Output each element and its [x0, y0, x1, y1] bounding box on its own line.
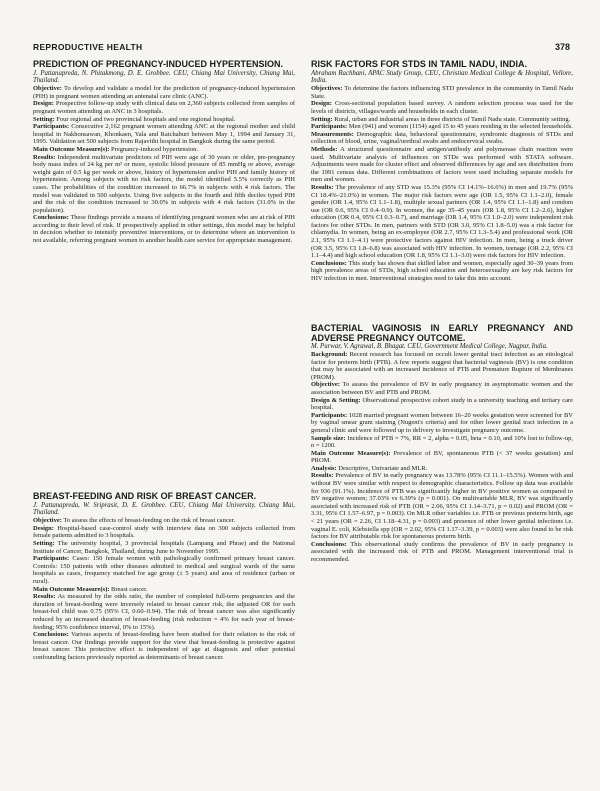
abstract-section: [311, 465, 573, 473]
section-text: The prevalence of any STD was 15.3% (95% CI 14.1%–16.6%) in men and 19.7% (95% CI 18.4%–21.0%) in women. The major risk factors were age (OR 1.5, 95% CI 1.1–2.0), female gender (OR 1.4, 95% CI 1.1–1.8), multiple sexual partners (OR 1.4, 95% CI 1.1–1.8) and condom use (OR 0.6, 95% CI 0.4–0.9). In women, the age 35–45 years (OR 1.8, 95% CI 1.2–2.6), higher education (OR 0.4, 95% CI 0.3–0.7), and marriage (OR 1.4, 95% CI 1.0–2.0) were independent risk factors for other STDs. In men, partners with STD (OR 3.0, 95% CI 1.8–5.0) was a risk factor for chlamydia. In women, being an ex-employee (OR 2.7, 95% CI 1.3–5.4) and professional work (OR 2.1, 95% CI 1.1–4.1) were protective factors against HIV infection. In men, being a truck driver (OR 3.5, 95% CI 1.8–6.8) was associated with HIV infection. In women, teenage (OR 2.2, 95% CI 1.1–4.4) and high school education (OR 1.8, 95% CI 1.1–3.0) were risk factors for HIV infection.: [311, 183, 573, 260]
section-text: Cases: 150 female women with pathologically confirmed primary breast cancer. Controls: 150 patients with other diseases admitted to medical and surgical wards of the same hospitals as cases, frequency matched for age group (± 5 years) and area of residence (urban or rural).: [33, 555, 295, 585]
section-label: Participants:: [33, 555, 70, 563]
section-label: Participants:: [33, 123, 70, 131]
abstract-section: [33, 586, 295, 594]
abstract-title: RISK FACTORS FOR STDS IN TAMIL NADU, INDIA.: [311, 60, 528, 69]
abstract-section: [33, 631, 295, 661]
abstract-section: [311, 412, 573, 435]
section-label: Conclusions:: [33, 214, 69, 222]
section-text: Observational prospective cohort study in a university teaching and tertiary care hospital.: [311, 396, 573, 412]
section-text: As measured by the odds ratio, the number of completed full-term pregnancies and the duration of breast-feeding were inversely related to breast cancer risk, the adjusted OR for each breast-fed child was 0.75 (95% CI, 0.60–0.94). The risk of breast cancer was also significantly reduced by an increased duration of breast-feeding (risk reduction = 4% for each year of breast-feeding; 95% confidence interval, 0% to 15%).: [33, 593, 295, 631]
section-label: Main Outcome Measure(s):: [33, 585, 110, 593]
abstract-section: [311, 472, 573, 540]
abstract-bacterial-vaginosis: [311, 324, 573, 736]
section-text: The university hospital, 3 provincial hospitals (Lampang and Phrae) and the National Institute of Cancer, Bangkok, Thailand, during June to November 1995.: [33, 539, 295, 555]
abstract-section: [311, 381, 573, 396]
section-text: To determine the factors influencing STD prevalence in the community in Tamil Nadu State.: [311, 85, 573, 100]
abstract-authors: Abraham Rachbani, APAC Study Group, CEU, Christian Medical College & Hospital, Vellore, India.: [311, 69, 573, 85]
section-label: Results:: [311, 472, 334, 480]
abstract-authors: J. Pattanapreda, W. Sriprasit, D. E. Grobbee. CEU, Chiang Mai University, Chiang Mai, Thailand.: [33, 501, 295, 517]
section-label: Objective:: [33, 517, 62, 525]
section-label: Results:: [33, 153, 56, 161]
abstract-section: [33, 123, 295, 146]
abstract-std: [311, 60, 573, 302]
abstract-section: [311, 131, 573, 146]
abstract-section: [33, 146, 295, 154]
abstract-title: BREAST-FEEDING AND RISK OF BREAST CANCER.: [33, 492, 257, 501]
abstract-section: [33, 154, 295, 215]
abstract-section: [311, 450, 573, 465]
section-label: Objective:: [33, 85, 62, 93]
section-text: Recent research has focused on occult lower genital tract infection as an etiological factor for preterm birth (PTB). A few reports suggest that bacterial vaginosis (BV) is one condition that may be associated with an increased incidence of PTB and Premature Rupture of Membranes (PROM).: [311, 350, 573, 381]
section-text: This observational study confirms the prevalence of BV in early pregnancy is associated with the increased risk of PTB and PROM. Management interventional trial is recommended.: [311, 540, 573, 564]
section-text: 1028 married pregnant women between 16–20 weeks gestation were screened for BV by vaginal smear gram staining (Nugent's criteria) and for other lower genital tract infection in a general clinic and were followed up to delivery to investigate pregnancy outcome.: [311, 411, 573, 434]
section-text: Independent multivariate predictors of PIH were age of 30 years or older, pre-pregnancy body mass index of 24 kg per m² or more, systolic blood pressure of 85 mmHg or above, average weight gain of 0.5 kg per week or above, history of hypertension and/or PIH and family history of hypertension. Among subjects with no risk factors, the model identified 5.5% correctly as PIH cases. The probabilities of the condition increased to 66.7% in subjects with 4 risk factors. The model was validated in 500 subjects. Using five subjects in the fourth and fifth deciles typed PIH and the risk of the condition increased to 30.0% in subjects with 4 risk factors (31.0% in the population).: [33, 153, 295, 214]
section-text: Cross-sectional population based survey. A random selection process was used for the levels of districts, villages/wards and households in each cluster.: [311, 100, 573, 115]
abstract-title: BACTERIAL VAGINOSIS IN EARLY PREGNANCY AND ADVERSE PREGNANCY OUTCOME.: [311, 324, 573, 343]
abstract-title: PREDICTION OF PREGNANCY-INDUCED HYPERTENSION.: [33, 60, 284, 69]
section-label: Background:: [311, 350, 348, 358]
section-label: Methods:: [311, 145, 338, 153]
abstract-section: [311, 435, 573, 450]
section-label: Design & Setting:: [311, 396, 361, 404]
section-label: Design:: [33, 524, 54, 532]
section-text: To develop and validate a model for the prediction of pregnancy-induced hypertension (PIH) in pregnant women attending an antenatal care clinic (ANC).: [33, 85, 295, 100]
section-text: Pregnancy-induced hypertension.: [111, 145, 199, 153]
abstract-section: [311, 260, 573, 283]
section-text: Various aspects of breast-feeding have been studied for their relation to the risk of breast cancer. Our findings provide support for the view that breast-feeding is protective against breast cancer. This protective effect is independent of age at diagnosis and other potential confounding factors previously reported as determinants of breast cancer.: [33, 631, 295, 661]
abstract-section: [311, 116, 573, 124]
abstract-section: [33, 517, 295, 525]
section-text: Men (941) and women (1154) aged 15 to 45 years residing in the selected households.: [348, 123, 573, 131]
left-column: [33, 60, 295, 707]
section-text: Prevalence of BV, spontaneous PTB (< 37 weeks gestation) and PROM.: [311, 449, 573, 465]
abstract-section: [33, 116, 295, 124]
section-label: Results:: [311, 183, 334, 191]
abstract-section: [311, 123, 573, 131]
abstract-authors: J. Pattanapreda, N. Phitakmong, D. E. Grobbee. CEU, Chiang Mai University, Chiang Mai, Thailand.: [33, 69, 295, 85]
journal-section-title: REPRODUCTIVE HEALTH: [33, 42, 143, 52]
section-label: Setting:: [33, 115, 55, 123]
section-text: To assess the effects of breast-feeding on the risk of breast cancer.: [63, 517, 236, 525]
section-label: Main Outcome Measure(s):: [311, 449, 391, 457]
section-text: Prospective follow-up study with clinical data on 2,360 subjects collected from samples of pregnant women attending an ANC in 3 hospitals.: [33, 100, 295, 115]
section-text: To assess the prevalence of BV in early pregnancy in asymptomatic women and the association between BV and PTB and PROM.: [311, 381, 573, 396]
section-text: Demographic data, behavioral questionnaire, syndromic diagnosis of STDs and collection of blood, urine, vaginal/urethral swabs and endocervical swabs.: [311, 130, 573, 146]
section-label: Results:: [33, 593, 56, 601]
abstract-section: [311, 351, 573, 381]
abstract-section: [33, 85, 295, 100]
abstract-section: [311, 100, 573, 115]
section-text: Incidence of PTB = 7%, RR = 2, alpha = 0.05, beta = 0.10, and 10% lost to follow-up, n = 1200.: [311, 434, 573, 450]
section-text: This study has shown that skilled labor and women, especially aged 30–39 years from high prevalence areas of STDs, high school education and heterosexuality are key risk factors for HIV infection in men. Interventional strategies need to take this into account.: [311, 259, 573, 283]
section-label: Sample size:: [311, 434, 346, 442]
section-label: Setting:: [33, 539, 55, 547]
abstract-section: [311, 397, 573, 412]
section-text: Prevalence of BV in early pregnancy was 13.78% (95% CI 11.1–15.5%). Women with and without BV were similar with respect to demographic characteristics. Follow up data was available for 936 (91.1%). Incidence of PTB was significantly higher in BV positive women as compared to BV negative women; 37.03% vs 6.39% (p = 0.001). On multivariable MLR, BV was significantly associated with increased risk of PTB (OR = 2.06, 95% CI 1.14–3.71, p = 0.02) and PROM (OR = 3.31, 95% CI 1.57–6.97, p = 0.003). On MLR other variables i.e. PTB or previous preterm birth, age < 21 years (OR = 2.26, CI 1.18–4.31, p = 0.003) and presence of other lower genital infections i.e. vaginal E. coli, Klebsiella spp (OR = 2.02, 95% CI 1.17–3.39, p = 0.003) were also found to be risk factors for BV attributable risk for spontaneous preterm birth.: [311, 472, 573, 541]
section-text: Breast cancer.: [111, 585, 148, 593]
section-text: Consecutive 2,162 pregnant women attending ANC at the regional mother and child hospital in Nakhonsawan, Khonkaen, Yala and Ratchaburi between May 1, 1994 and January 31, 1995. Validation set 500 subjects from Rajavithi hospital in Bangkok during the same period.: [33, 123, 295, 146]
right-column: [311, 60, 573, 736]
section-label: Main Outcome Measure(s):: [33, 145, 110, 153]
section-text: Descriptive, Univariate and MLR.: [338, 464, 428, 472]
section-label: Conclusions:: [311, 259, 347, 267]
abstract-section: [33, 540, 295, 555]
abstract-section: [311, 541, 573, 564]
section-text: Rural, urban and industrial areas in three districts of Tamil Nadu state. Community setting.: [334, 115, 571, 123]
abstract-section: [33, 100, 295, 115]
section-text: A structured questionnaire and antigen/antibody and polymerase chain reaction were used. Multivariate analysis of influences on STDs was performed with STATA software. Adjustments were made for cluster effect and observed differences by age and sex distribution from the 1991 census data. Different combinations of factors were used including separate models for men and women.: [311, 145, 573, 184]
section-label: Design:: [311, 100, 332, 108]
abstract-pih: [33, 60, 295, 308]
page-number: 378: [554, 42, 570, 52]
abstract-section: [33, 525, 295, 540]
section-text: Hospital-based case-control study with interview data on 300 subjects collected from female patients admitted to 3 hospitals.: [33, 524, 295, 540]
abstract-section: [311, 184, 573, 260]
section-text: These findings provide a means of identifying pregnant women who are at risk of PIH according to their level of risk. If prospectively applied in other settings, this model may be helpful in decision whether to intensify preventive interventions, or to determine where an intervention is not available, referring pregnant women to another health care service for appropriate management.: [33, 214, 295, 245]
section-label: Analysis:: [311, 464, 337, 472]
abstract-section: [33, 214, 295, 244]
section-label: Conclusions:: [311, 540, 347, 548]
section-label: Participants:: [311, 123, 348, 131]
section-text: Four regional and two provincial hospitals and one regional hospital.: [56, 115, 236, 123]
abstract-section: [311, 85, 573, 100]
section-label: Design:: [33, 100, 54, 108]
section-label: Participants:: [311, 411, 348, 419]
section-label: Objective:: [311, 381, 340, 389]
section-label: Objectives:: [311, 85, 343, 93]
section-label: Setting:: [311, 115, 333, 123]
abstract-section: [311, 146, 573, 184]
abstract-section: [33, 555, 295, 585]
abstract-breast-feeding: [33, 492, 295, 707]
abstract-authors: M. Purwar, V. Agrawal, B. Bhagat. CEU, Government Medical College, Nagpur, India.: [311, 343, 548, 351]
section-label: Conclusions:: [33, 631, 69, 639]
running-header: [33, 42, 570, 56]
section-label: Measurements:: [311, 130, 354, 138]
abstract-section: [33, 593, 295, 631]
